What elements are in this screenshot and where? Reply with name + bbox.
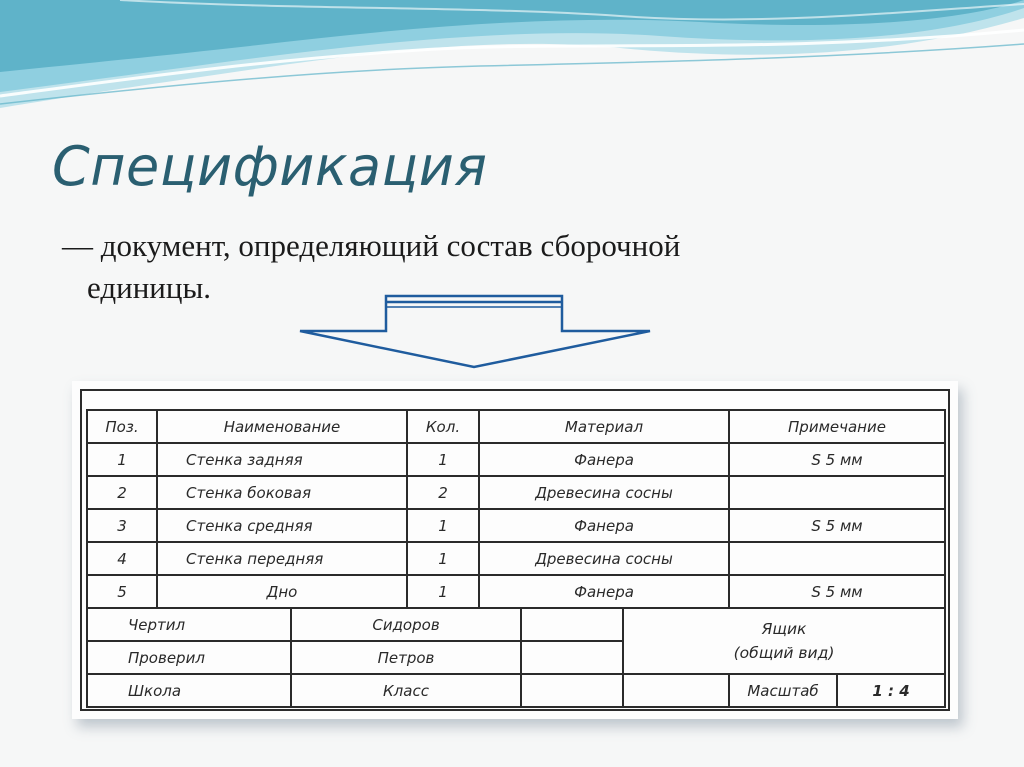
cell-name: Стенка задняя	[157, 443, 407, 476]
cell-material: Фанера	[479, 443, 729, 476]
header-pos: Поз.	[87, 410, 157, 443]
cell-pos: 1	[87, 443, 157, 476]
scale-label: Масштаб	[729, 674, 837, 707]
header-name: Наименование	[157, 410, 407, 443]
product-line-2: (общий вид)	[733, 644, 835, 662]
cell-material: Древесина сосны	[479, 476, 729, 509]
table-row	[87, 509, 945, 542]
down-arrow-icon	[296, 293, 656, 369]
cell-qty: 1	[407, 443, 479, 476]
cell-name: Дно	[157, 575, 407, 608]
table-header-row	[87, 410, 945, 443]
table-row	[87, 542, 945, 575]
checked-name: Петров	[291, 641, 521, 674]
decorative-waves	[0, 0, 1024, 120]
drew-label: Чертил	[87, 608, 291, 641]
cell-note: S 5 мм	[729, 509, 945, 542]
title-block-row	[87, 674, 945, 707]
header-note: Примечание	[729, 410, 945, 443]
specification-table	[86, 409, 946, 609]
table-row	[87, 476, 945, 509]
header-qty: Кол.	[407, 410, 479, 443]
cell-qty: 2	[407, 476, 479, 509]
slide-title: Спецификация	[52, 135, 488, 198]
cell-pos: 2	[87, 476, 157, 509]
title-block	[86, 607, 946, 708]
checked-label: Проверил	[87, 641, 291, 674]
cell-note: S 5 мм	[729, 575, 945, 608]
cell-material: Фанера	[479, 575, 729, 608]
cell-qty: 1	[407, 509, 479, 542]
cell-material: Древесина сосны	[479, 542, 729, 575]
table-row	[87, 575, 945, 608]
empty-cell	[521, 608, 623, 641]
cell-note	[729, 542, 945, 575]
school-label: Школа	[87, 674, 291, 707]
drew-name: Сидоров	[291, 608, 521, 641]
empty-cell	[521, 674, 623, 707]
cell-pos: 4	[87, 542, 157, 575]
product-name	[623, 608, 945, 674]
cell-name: Стенка передняя	[157, 542, 407, 575]
cell-note: S 5 мм	[729, 443, 945, 476]
specification-drawing	[72, 381, 958, 719]
title-block-row	[87, 608, 945, 641]
empty-cell	[521, 641, 623, 674]
header-material: Материал	[479, 410, 729, 443]
cell-pos: 3	[87, 509, 157, 542]
definition-line-2: единицы.	[87, 270, 212, 305]
cell-pos: 5	[87, 575, 157, 608]
scale-value: 1 : 4	[837, 674, 945, 707]
cell-note	[729, 476, 945, 509]
cell-qty: 1	[407, 575, 479, 608]
product-line-1: Ящик	[761, 620, 807, 638]
cell-material: Фанера	[479, 509, 729, 542]
empty-cell	[623, 674, 729, 707]
cell-name: Стенка боковая	[157, 476, 407, 509]
class-label: Класс	[291, 674, 521, 707]
cell-qty: 1	[407, 542, 479, 575]
table-row	[87, 443, 945, 476]
cell-name: Стенка средняя	[157, 509, 407, 542]
definition-line-1: — документ, определяющий состав сборочной	[62, 228, 681, 263]
